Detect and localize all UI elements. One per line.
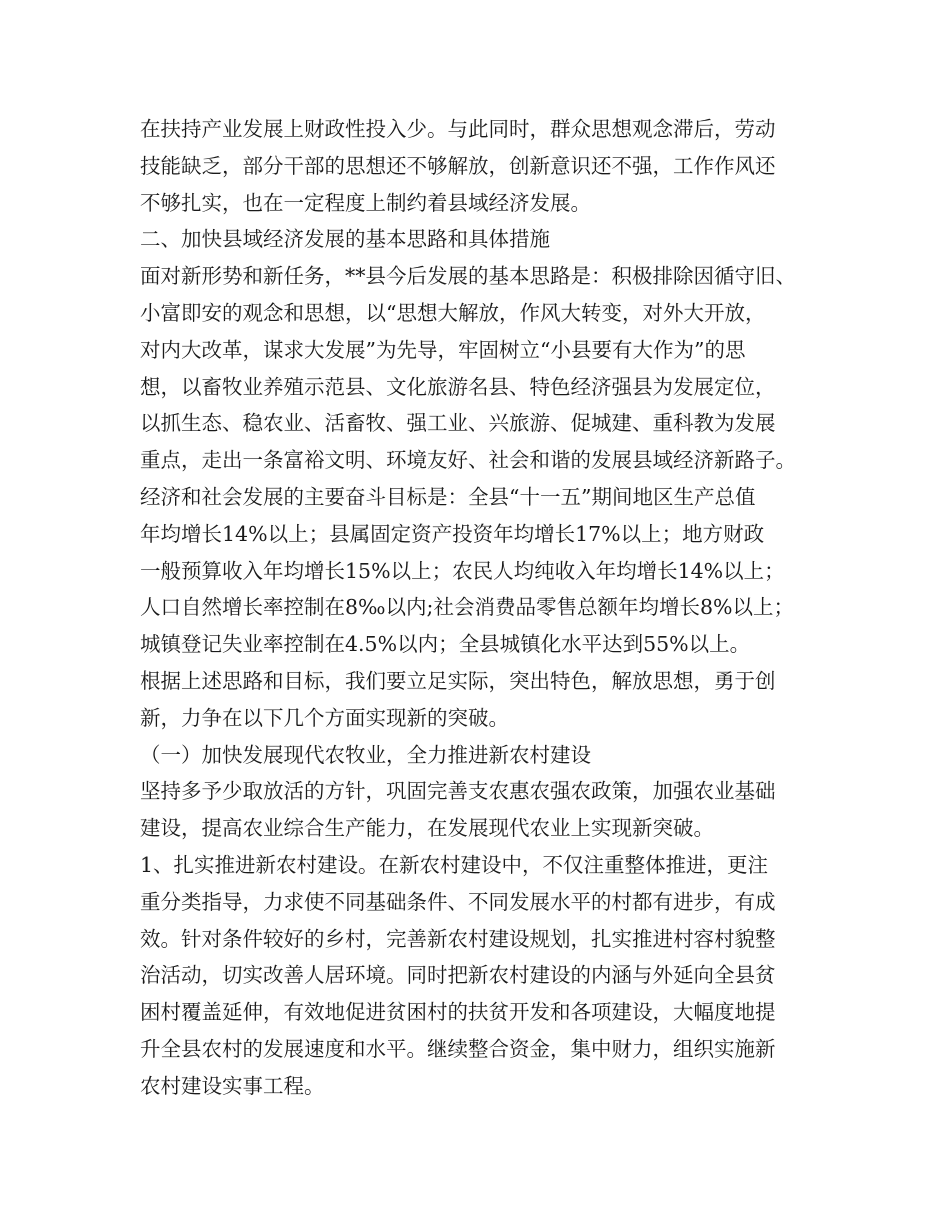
- text-line: 以抓生态、稳农业、活畜牧、强工业、兴旅游、促城建、重科教为发展: [140, 411, 776, 436]
- text-line: 效。针对条件较好的乡村，完善新农村建设规划，扎实推进村容村貌整: [140, 926, 776, 951]
- text-line: 困村覆盖延伸，有效地促进贫困村的扶贫开发和各项建设，大幅度地提: [140, 1000, 776, 1025]
- text-line: 升全县农村的发展速度和水平。继续整合资金，集中财力，组织实施新: [140, 1036, 776, 1061]
- section-heading: 二、加快县域经济发展的基本思路和具体措施: [140, 227, 550, 252]
- text-line: 重点，走出一条富裕文明、环境友好、社会和谐的发展县域经济新路子。: [140, 448, 796, 473]
- text-line: 重分类指导，力求使不同基础条件、不同发展水平的村都有进步，有成: [140, 889, 776, 914]
- text-line: 在扶持产业发展上财政性投入少。与此同时，群众思想观念滞后，劳动: [140, 117, 776, 141]
- text-line: 根据上述思路和目标，我们要立足实际，突出特色，解放思想，勇于创: [140, 668, 776, 693]
- text-line: 对内大改革，谋求大发展”为先导，牢固树立“小县要有大作为”的思: [140, 337, 746, 362]
- body-text: [140, 111, 830, 1105]
- text-line: 城镇登记失业率控制在4.5%以内；全县城镇化水平达到55%以上。: [140, 632, 751, 657]
- text-line: 想，以畜牧业养殖示范县、文化旅游名县、特色经济强县为发展定位，: [140, 374, 776, 399]
- text-line: 农村建设实事工程。: [140, 1073, 325, 1098]
- text-line: 面对新形势和新任务，**县今后发展的基本思路是：积极排除因循守旧、: [140, 264, 796, 289]
- text-line: 经济和社会发展的主要奋斗目标是：全县“十一五”期间地区生产总值: [140, 484, 756, 509]
- text-line: 新，力争在以下几个方面实现新的突破。: [140, 705, 509, 730]
- text-line: 建设，提高农业综合生产能力，在发展现代农业上实现新突破。: [140, 816, 714, 841]
- text-line: 1、扎实推进新农村建设。在新农村建设中，不仅注重整体推进，更注: [140, 852, 769, 877]
- text-line: 人口自然增长率控制在8‰以内;社会消费品零售总额年均增长8%以上；: [140, 595, 794, 620]
- text-line: 小富即安的观念和思想，以“思想大解放，作风大转变，对外大开放，: [140, 300, 766, 325]
- text-line: 坚持多予少取放活的方针，巩固完善支农惠农强农政策，加强农业基础: [140, 779, 776, 804]
- text-line: 不够扎实，也在一定程度上制约着县域经济发展。: [140, 190, 591, 215]
- text-line: 治活动，切实改善人居环境。同时把新农村建设的内涵与外延向全县贫: [140, 963, 776, 988]
- text-line: 年均增长14%以上；县属固定资产投资年均增长17%以上；地方财政: [140, 521, 765, 546]
- text-line: 一般预算收入年均增长15%以上；农民人均纯收入年均增长14%以上；: [140, 558, 785, 583]
- text-line: 技能缺乏，部分干部的思想还不够解放，创新意识还不强，工作作风还: [140, 153, 776, 178]
- subsection-heading: （一）加快发展现代农牧业，全力推进新农村建设: [140, 742, 591, 767]
